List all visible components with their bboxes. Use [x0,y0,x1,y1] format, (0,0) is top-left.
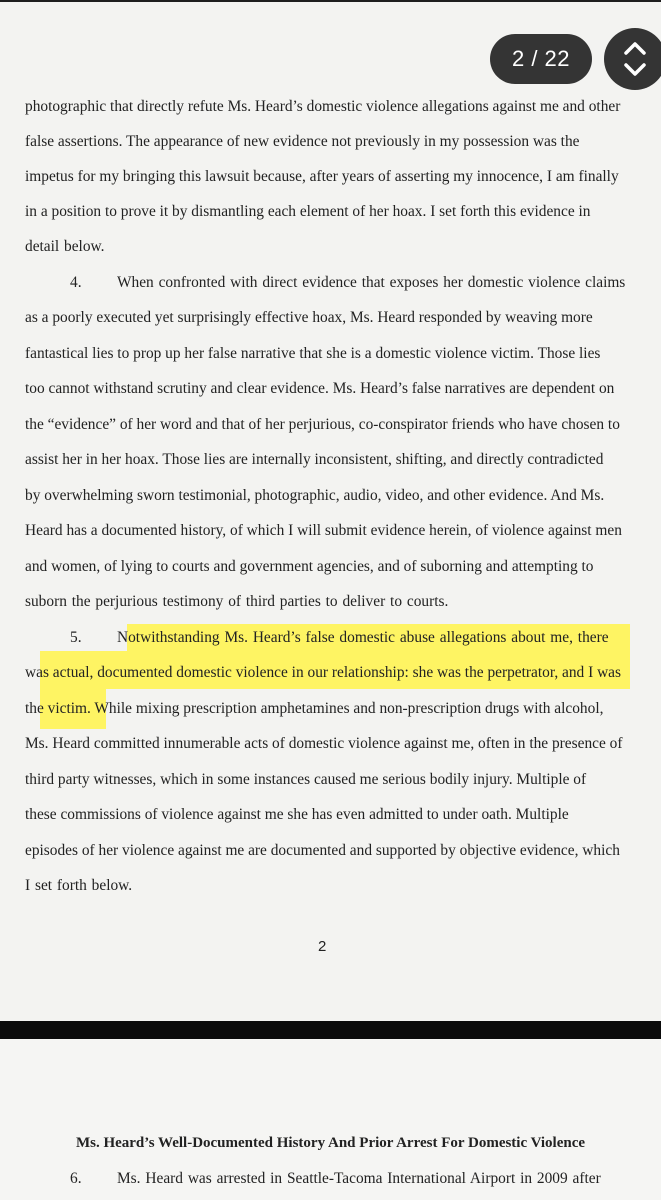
paragraph-5-first-line [25,628,629,648]
text-line: suborn the perjurious testimony of third parties to deliver to courts. [25,593,449,610]
text-line: detail below. [25,238,105,255]
text-line: I set forth below. [25,877,133,894]
paragraph-number: 4. [70,274,82,291]
text-line: impetus for my bringing this lawsuit because, after years of asserting my innocence, I am finally [25,168,619,185]
text-line: Heard has a documented history, of which I will submit evidence herein, of violence against men [25,522,622,539]
text-line: assist her in her hoax. Those lies are internally inconsistent, shifting, and directly contradicted [25,451,604,468]
text-line: as a poorly executed yet surprisingly effective hoax, Ms. Heard responded by weaving more [25,309,593,326]
paragraph-6-first-line [25,1169,629,1189]
section-heading: Ms. Heard’s Well-Documented History And Prior Arrest For Domestic Violence [75,1135,586,1151]
paragraph-number: 6. [70,1170,82,1187]
text-line: Notwithstanding Ms. Heard’s false domestic abuse allegations about me, there [117,629,609,646]
text-line: When confronted with direct evidence that exposes her domestic violence claims [117,274,626,291]
text-line: the victim. While mixing prescription amphetamines and non-prescription drugs with alcohol, [25,700,604,717]
text-line: in a position to prove it by dismantling each element of her hoax. I set forth this evidence in [25,203,591,220]
text-line: the “evidence” of her word and that of her perjurious, co-conspirator friends who have chosen to [25,416,620,433]
text-line: episodes of her violence against me are documented and supported by objective evidence, which [25,842,620,859]
text-line: was actual, documented domestic violence in our relationship: she was the perpetrator, and I was [25,664,622,681]
text-line: fantastical lies to prop up her false narrative that she is a domestic violence victim. Those lies [25,345,601,362]
paragraph-4-first-line [25,273,629,293]
text-line: these commissions of violence against me she has even admitted to under oath. Multiple [25,806,569,823]
page-navigation-button[interactable] [604,28,661,90]
text-line: Ms. Heard was arrested in Seattle-Tacoma International Airport in 2009 after [117,1170,601,1187]
top-edge-bar [0,0,661,2]
text-line: by overwhelming sworn testimonial, photographic, audio, video, and other evidence. And Ms. [25,487,605,504]
text-line: Ms. Heard committed innumerable acts of domestic violence against me, often in the presence of [25,735,623,752]
text-line: false assertions. The appearance of new evidence not previously in my possession was the [25,133,580,150]
page-separator [0,1021,661,1039]
text-line: third party witnesses, which in some instances caused me serious bodily injury. Multiple of [25,771,587,788]
page-number: 2 [318,938,327,955]
paragraph-number: 5. [70,629,82,646]
page-counter-badge[interactable]: 2 / 22 [490,34,592,84]
text-line: photographic that directly refute Ms. Heard’s domestic violence allegations against me and other [25,98,621,115]
text-line: too cannot withstand scrutiny and clear evidence. Ms. Heard’s false narratives are dependent on [25,380,615,397]
text-line: and women, of lying to courts and government agencies, and of suborning and attempting to [25,558,594,575]
chevron-up-down-icon [604,28,661,90]
